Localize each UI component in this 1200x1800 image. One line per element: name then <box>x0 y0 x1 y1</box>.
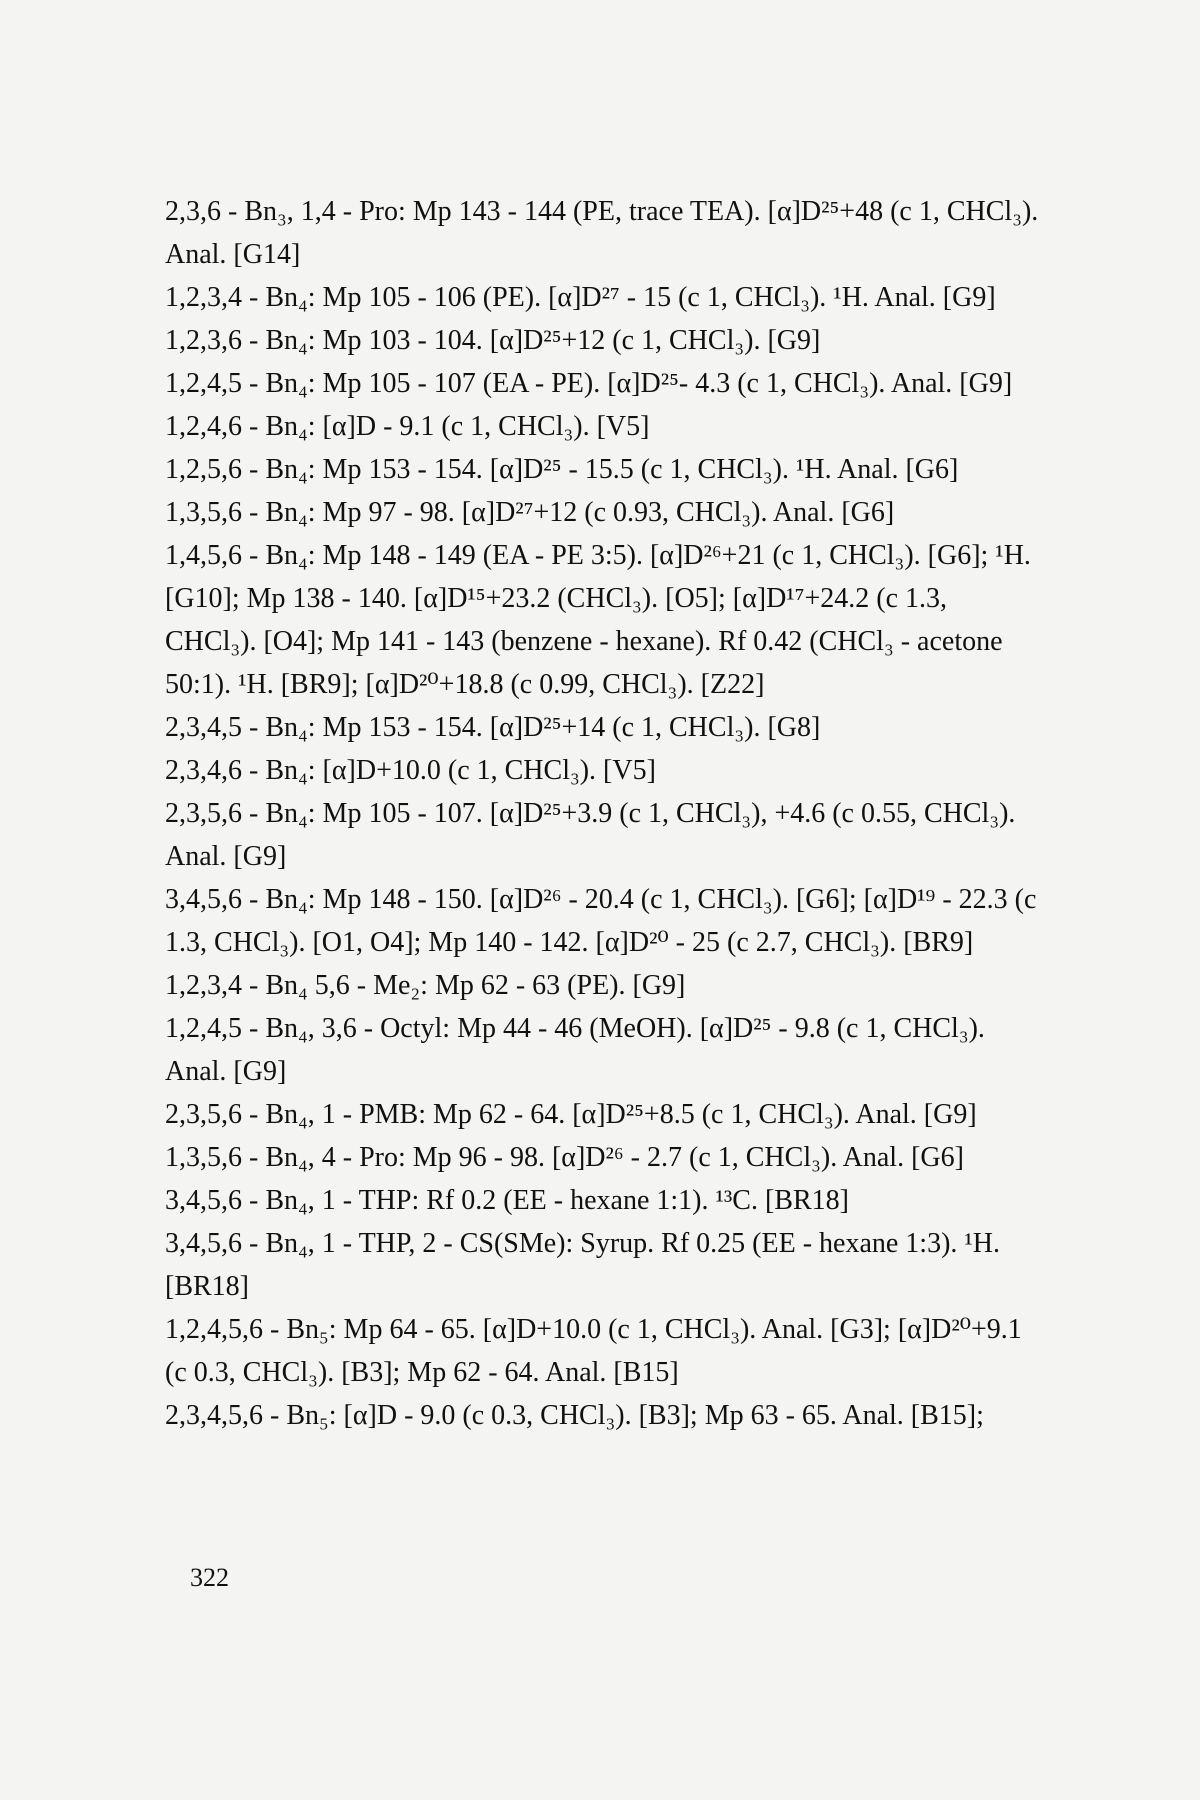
text-line: 2,3,6 - Bn₃, 1,4 - Pro: Mp 143 - 144 (PE, trace TEA). [α]D²⁵+48 (c 1, CHCl₃). <box>165 196 1039 227</box>
text-line: 1,2,5,6 - Bn₄: Mp 153 - 154. [α]D²⁵ - 15.5 (c 1, CHCl₃). ¹H. Anal. [G6] <box>165 454 959 485</box>
text-line: 50:1). ¹H. [BR9]; [α]D²⁰+18.8 (c 0.99, CHCl₃). [Z22] <box>165 669 765 700</box>
text-line: 1,4,5,6 - Bn₄: Mp 148 - 149 (EA - PE 3:5). [α]D²⁶+21 (c 1, CHCl₃). [G6]; ¹H. <box>165 540 1031 571</box>
page-number: 322 <box>190 1563 229 1592</box>
text-line: 3,4,5,6 - Bn₄, 1 - THP, 2 - CS(SMe): Syrup. Rf 0.25 (EE - hexane 1:3). ¹H. <box>165 1228 1001 1259</box>
text-line: Anal. [G14] <box>165 239 301 270</box>
text-line: 3,4,5,6 - Bn₄, 1 - THP: Rf 0.2 (EE - hexane 1:1). ¹³C. [BR18] <box>165 1185 849 1216</box>
text-line: [BR18] <box>165 1271 249 1302</box>
text-line: 3,4,5,6 - Bn₄: Mp 148 - 150. [α]D²⁶ - 20.4 (c 1, CHCl₃). [G6]; [α]D¹⁹ - 22.3 (c <box>165 884 1037 915</box>
text-line: Anal. [G9] <box>165 841 287 872</box>
text-line: Anal. [G9] <box>165 1056 287 1087</box>
text-line: 2,3,5,6 - Bn₄, 1 - PMB: Mp 62 - 64. [α]D²⁵+8.5 (c 1, CHCl₃). Anal. [G9] <box>165 1099 977 1130</box>
text-line: [G10]; Mp 138 - 140. [α]D¹⁵+23.2 (CHCl₃). [O5]; [α]D¹⁷+24.2 (c 1.3, <box>165 583 948 614</box>
text-line: 2,3,4,6 - Bn₄: [α]D+10.0 (c 1, CHCl₃). [V5] <box>165 755 656 786</box>
text-line: 1.3, CHCl₃). [O1, O4]; Mp 140 - 142. [α]D²⁰ - 25 (c 2.7, CHCl₃). [BR9] <box>165 927 974 958</box>
text-line: 1,2,3,6 - Bn₄: Mp 103 - 104. [α]D²⁵+12 (c 1, CHCl₃). [G9] <box>165 325 821 356</box>
text-line: 2,3,5,6 - Bn₄: Mp 105 - 107. [α]D²⁵+3.9 (c 1, CHCl₃), +4.6 (c 0.55, CHCl₃). <box>165 798 1016 829</box>
compound-data-text <box>165 190 1065 1437</box>
text-line: 1,2,4,6 - Bn₄: [α]D - 9.1 (c 1, CHCl₃). [V5] <box>165 411 650 442</box>
text-line: 1,3,5,6 - Bn₄, 4 - Pro: Mp 96 - 98. [α]D²⁶ - 2.7 (c 1, CHCl₃). Anal. [G6] <box>165 1142 964 1173</box>
text-line: 1,2,3,4 - Bn₄: Mp 105 - 106 (PE). [α]D²⁷ - 15 (c 1, CHCl₃). ¹H. Anal. [G9] <box>165 282 996 313</box>
text-line: 1,2,4,5,6 - Bn₅: Mp 64 - 65. [α]D+10.0 (c 1, CHCl₃). Anal. [G3]; [α]D²⁰+9.1 <box>165 1314 1022 1345</box>
text-line: CHCl₃). [O4]; Mp 141 - 143 (benzene - hexane). Rf 0.42 (CHCl₃ - acetone <box>165 626 1003 657</box>
text-line: 1,2,3,4 - Bn₄ 5,6 - Me₂: Mp 62 - 63 (PE). [G9] <box>165 970 686 1001</box>
text-line: 2,3,4,5 - Bn₄: Mp 153 - 154. [α]D²⁵+14 (c 1, CHCl₃). [G8] <box>165 712 821 743</box>
text-line: 2,3,4,5,6 - Bn₅: [α]D - 9.0 (c 0.3, CHCl₃). [B3]; Mp 63 - 65. Anal. [B15]; <box>165 1400 984 1431</box>
text-line: (c 0.3, CHCl₃). [B3]; Mp 62 - 64. Anal. [B15] <box>165 1357 679 1388</box>
text-line: 1,2,4,5 - Bn₄: Mp 105 - 107 (EA - PE). [α]D²⁵- 4.3 (c 1, CHCl₃). Anal. [G9] <box>165 368 1013 399</box>
text-line: 1,2,4,5 - Bn₄, 3,6 - Octyl: Mp 44 - 46 (MeOH). [α]D²⁵ - 9.8 (c 1, CHCl₃). <box>165 1013 985 1044</box>
text-line: 1,3,5,6 - Bn₄: Mp 97 - 98. [α]D²⁷+12 (c 0.93, CHCl₃). Anal. [G6] <box>165 497 895 528</box>
